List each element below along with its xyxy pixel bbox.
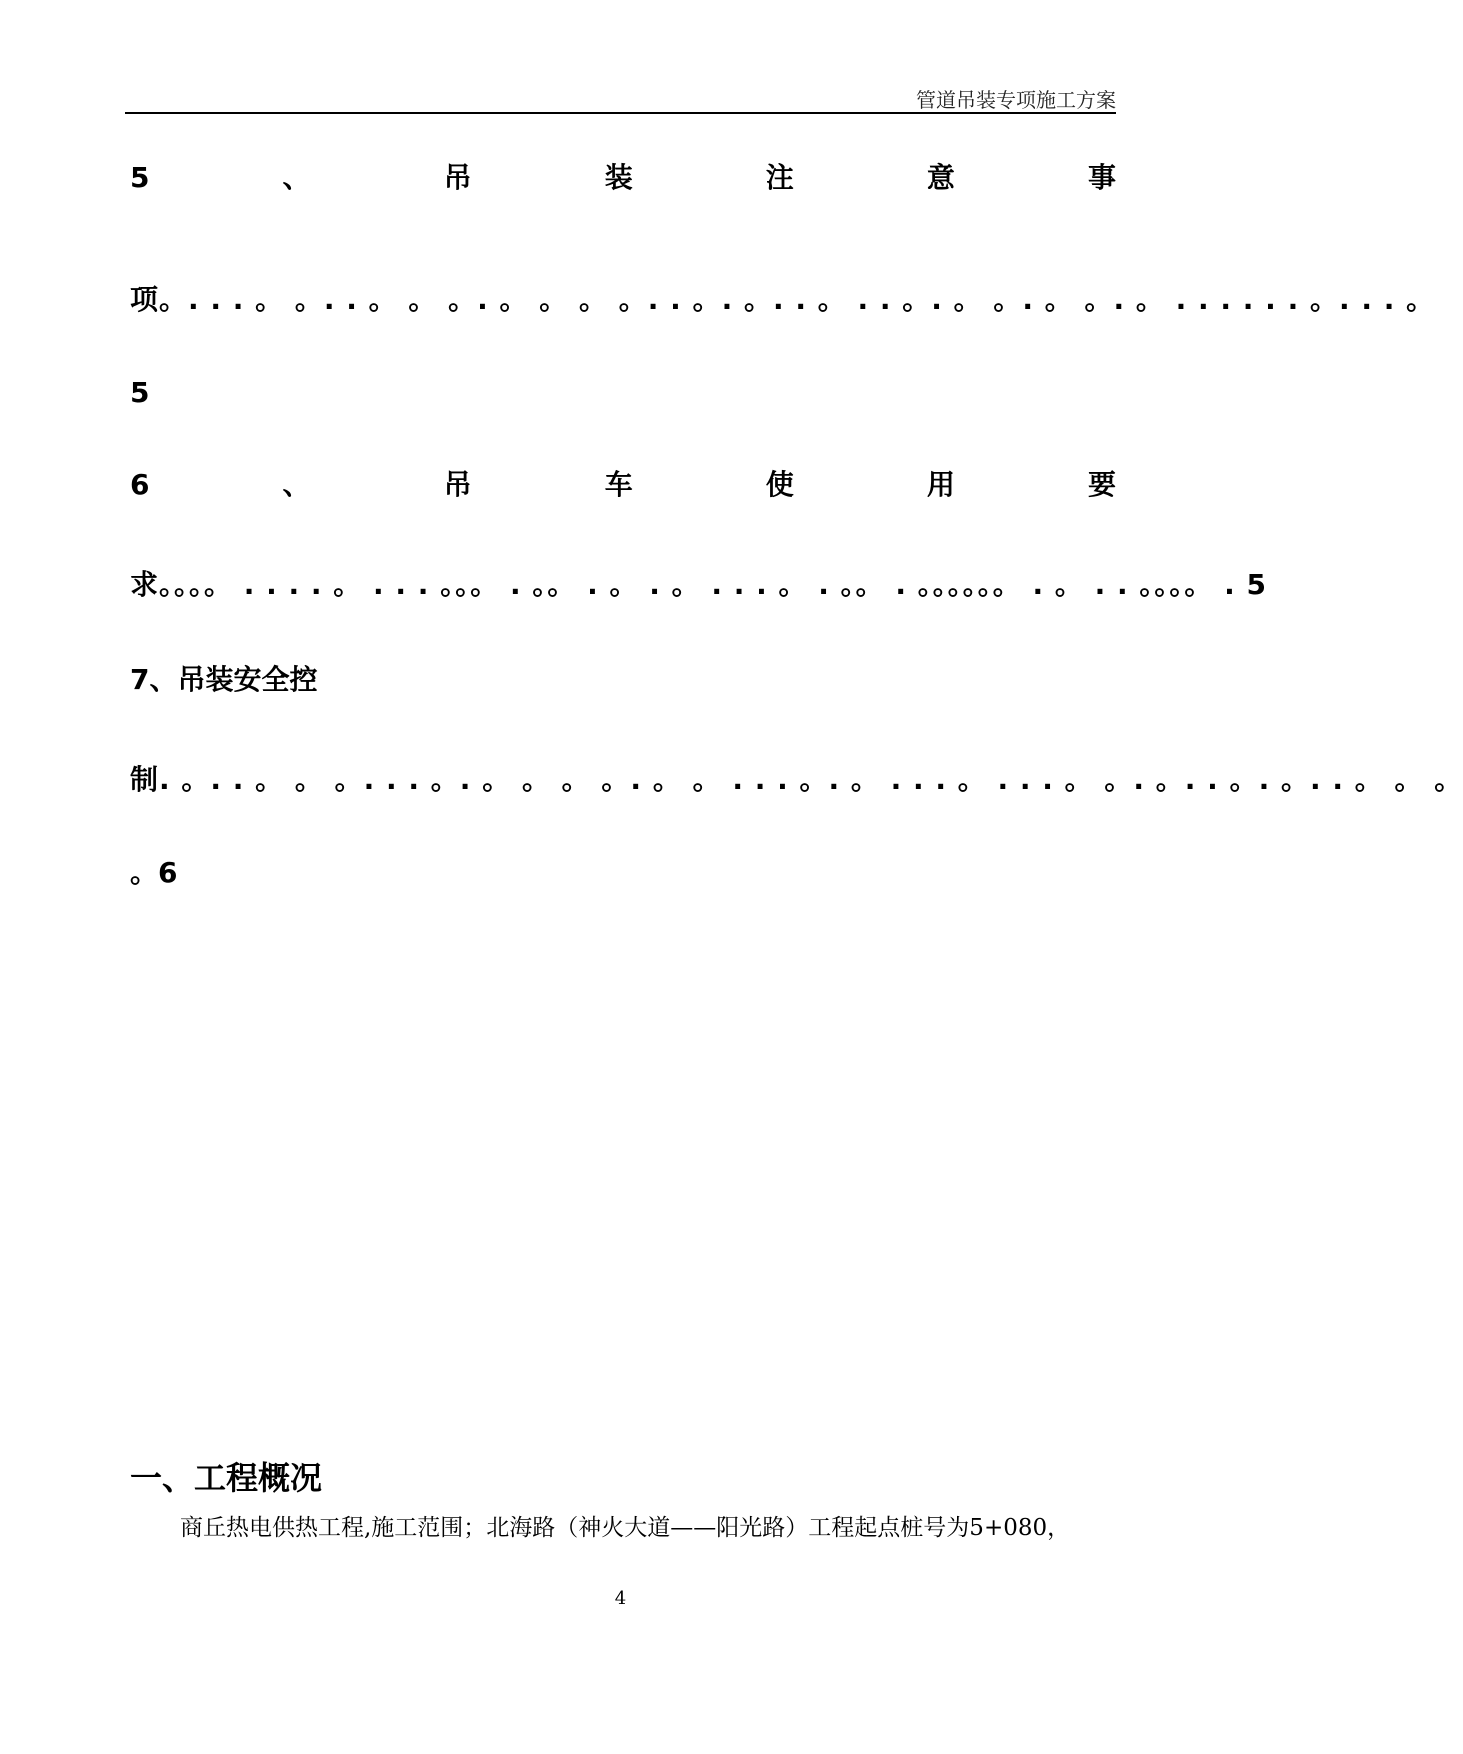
section-heading: 一、工程概况 bbox=[130, 1459, 323, 1497]
toc-glyph: 、 bbox=[282, 161, 311, 194]
toc-item-5-page: 5 bbox=[130, 376, 150, 409]
toc-glyph: 装 bbox=[604, 161, 633, 194]
toc-item-7-title: 7、吊装安全控 bbox=[130, 663, 318, 696]
toc-item-5-title bbox=[130, 158, 1116, 198]
body-paragraph: 商丘热电供热工程,施工范围；北海路（神火大道——阳光路）工程起点桩号为5+080， bbox=[180, 1515, 1071, 1541]
toc-item-6-leader: 求。。。。 . . . . 。 . . . 。。。 . 。。 . 。 . 。 . . . 。 . 。。 . 。。。。。。 . 。 . . 。。。。 . 5 bbox=[130, 568, 1268, 601]
toc-glyph: 注 bbox=[765, 161, 794, 194]
page-number: 4 bbox=[614, 1588, 627, 1609]
toc-glyph: 要 bbox=[1087, 468, 1116, 501]
header-rule bbox=[125, 112, 1116, 114]
toc-item-7-page: 。6 bbox=[130, 856, 178, 889]
toc-glyph: 5 bbox=[130, 161, 150, 194]
toc-glyph: 车 bbox=[604, 468, 633, 501]
toc-glyph: 吊 bbox=[443, 468, 472, 501]
toc-glyph: 使 bbox=[765, 468, 794, 501]
toc-glyph: 事 bbox=[1087, 161, 1116, 194]
toc-glyph: 意 bbox=[926, 161, 955, 194]
toc-glyph: 吊 bbox=[443, 161, 472, 194]
toc-item-5-leader: 项。. . . 。 。. . 。 。 。. 。 。 。 。. . 。. 。. . 。 . . 。. 。 。. 。 。. 。 . . . . . . 。. . . 。 bbox=[130, 283, 1436, 316]
running-header: 管道吊装专项施工方案 bbox=[916, 88, 1116, 112]
toc-glyph: 用 bbox=[926, 468, 955, 501]
toc-item-6-title bbox=[130, 465, 1116, 505]
toc-item-7-leader: 制. 。. . 。 。 。. . . 。. 。 。 。 。. 。 。 . . . 。. 。 . . . 。 . . . 。 。. 。. . 。. 。. . 。 。 。 bbox=[130, 763, 1463, 796]
toc-glyph: 、 bbox=[282, 468, 311, 501]
toc-glyph: 6 bbox=[130, 468, 150, 501]
